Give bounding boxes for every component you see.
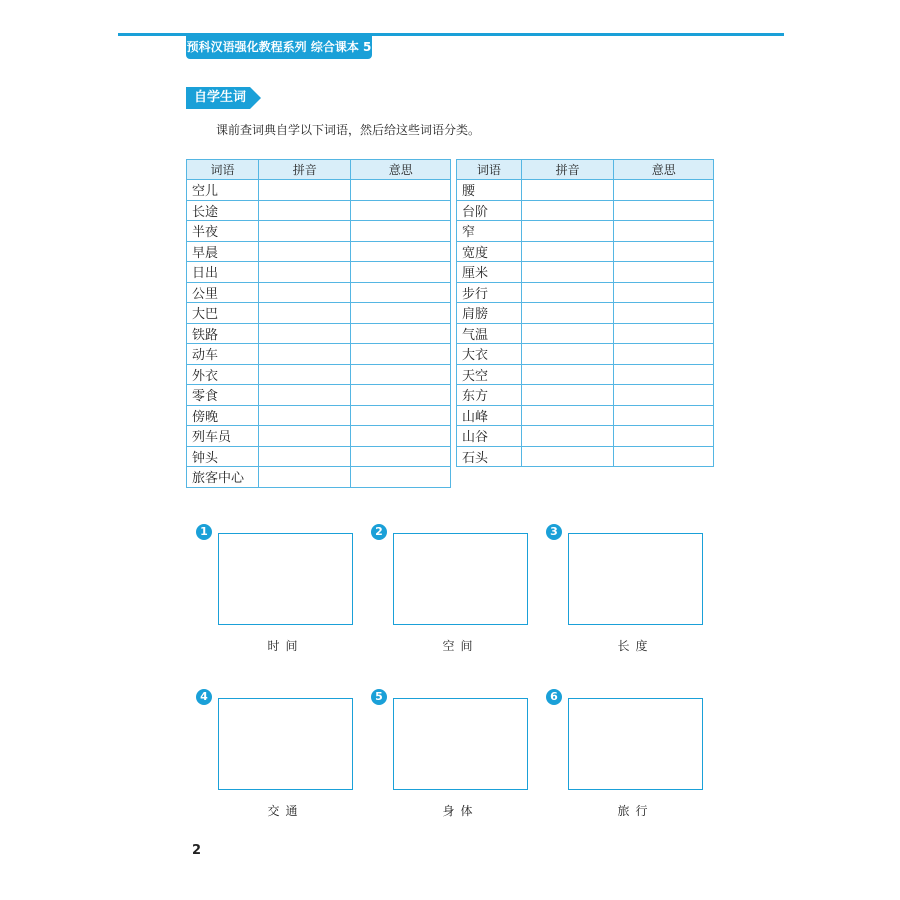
meaning-cell[interactable] — [614, 323, 714, 344]
table-row — [187, 303, 451, 324]
table-header-row — [187, 160, 451, 180]
pinyin-cell[interactable] — [521, 344, 614, 365]
vocab-word: 台阶 — [457, 200, 522, 221]
vocab-word: 山峰 — [457, 405, 522, 426]
table-row — [457, 303, 714, 324]
pinyin-cell[interactable] — [258, 303, 351, 324]
meaning-cell[interactable] — [614, 180, 714, 201]
vocab-word: 傍晚 — [187, 405, 259, 426]
meaning-cell[interactable] — [614, 303, 714, 324]
table-row — [457, 241, 714, 262]
meaning-cell[interactable] — [351, 282, 451, 303]
pinyin-cell[interactable] — [521, 200, 614, 221]
pinyin-cell[interactable] — [258, 282, 351, 303]
vocab-word: 列车员 — [187, 426, 259, 447]
pinyin-cell[interactable] — [258, 426, 351, 447]
category-label: 时间 — [267, 639, 304, 653]
category-answer-box[interactable] — [218, 698, 353, 790]
pinyin-cell[interactable] — [521, 303, 614, 324]
pinyin-cell[interactable] — [521, 426, 614, 447]
meaning-cell[interactable] — [614, 241, 714, 262]
column-header-meaning: 意思 — [351, 160, 451, 180]
pinyin-cell[interactable] — [258, 323, 351, 344]
pinyin-cell[interactable] — [258, 180, 351, 201]
pinyin-cell[interactable] — [258, 364, 351, 385]
pinyin-cell[interactable] — [521, 282, 614, 303]
pinyin-cell[interactable] — [258, 241, 351, 262]
table-row — [457, 200, 714, 221]
table-row — [187, 364, 451, 385]
pinyin-cell[interactable] — [258, 446, 351, 467]
category-number-badge: 5 — [371, 689, 387, 705]
vocab-word: 钟头 — [187, 446, 259, 467]
meaning-cell[interactable] — [351, 241, 451, 262]
pinyin-cell[interactable] — [521, 405, 614, 426]
vocab-word: 旅客中心 — [187, 467, 259, 488]
table-row — [457, 180, 714, 201]
category-3 — [546, 524, 721, 653]
table-row — [187, 262, 451, 283]
column-header-pinyin: 拼音 — [521, 160, 614, 180]
table-row — [457, 282, 714, 303]
pinyin-cell[interactable] — [521, 241, 614, 262]
table-row — [187, 405, 451, 426]
table-row — [187, 282, 451, 303]
table-row — [457, 323, 714, 344]
category-answer-box[interactable] — [568, 533, 703, 625]
meaning-cell[interactable] — [351, 405, 451, 426]
vocab-table-left — [186, 159, 451, 488]
vocab-word: 大巴 — [187, 303, 259, 324]
meaning-cell[interactable] — [351, 303, 451, 324]
vocab-word: 动车 — [187, 344, 259, 365]
pinyin-cell[interactable] — [521, 446, 614, 467]
category-label: 身体 — [442, 804, 479, 818]
table-row — [187, 385, 451, 406]
meaning-cell[interactable] — [351, 426, 451, 447]
column-header-pinyin: 拼音 — [258, 160, 351, 180]
pinyin-cell[interactable] — [258, 385, 351, 406]
table-row — [187, 241, 451, 262]
meaning-cell[interactable] — [614, 344, 714, 365]
category-label: 旅行 — [617, 804, 654, 818]
pinyin-cell[interactable] — [521, 364, 614, 385]
category-number-badge: 3 — [546, 524, 562, 540]
category-number-badge: 4 — [196, 689, 212, 705]
category-answer-box[interactable] — [393, 698, 528, 790]
category-number-badge: 6 — [546, 689, 562, 705]
table-row — [187, 344, 451, 365]
meaning-cell[interactable] — [351, 262, 451, 283]
category-6 — [546, 689, 721, 818]
table-row — [457, 405, 714, 426]
table-row — [457, 364, 714, 385]
category-answer-box[interactable] — [218, 533, 353, 625]
pinyin-cell[interactable] — [521, 180, 614, 201]
vocab-word: 肩膀 — [457, 303, 522, 324]
category-2 — [371, 524, 546, 653]
table-row — [457, 344, 714, 365]
vocab-word: 石头 — [457, 446, 522, 467]
meaning-cell[interactable] — [614, 385, 714, 406]
category-answer-box[interactable] — [568, 698, 703, 790]
series-title: 预科汉语强化教程系列 综合课本 5 — [186, 35, 372, 59]
pinyin-cell[interactable] — [258, 221, 351, 242]
meaning-cell[interactable] — [351, 344, 451, 365]
meaning-cell[interactable] — [614, 282, 714, 303]
table-row — [187, 180, 451, 201]
meaning-cell[interactable] — [351, 467, 451, 488]
vocab-word: 东方 — [457, 385, 522, 406]
column-header-word: 词语 — [187, 160, 259, 180]
vocab-word: 长途 — [187, 200, 259, 221]
meaning-cell[interactable] — [351, 364, 451, 385]
meaning-cell[interactable] — [614, 446, 714, 467]
meaning-cell[interactable] — [351, 200, 451, 221]
category-number-badge: 2 — [371, 524, 387, 540]
vocab-word: 日出 — [187, 262, 259, 283]
vocab-word: 大衣 — [457, 344, 522, 365]
vocab-word: 天空 — [457, 364, 522, 385]
vocab-word: 山谷 — [457, 426, 522, 447]
table-header-row — [457, 160, 714, 180]
meaning-cell[interactable] — [614, 262, 714, 283]
table-row — [457, 262, 714, 283]
vocab-word: 半夜 — [187, 221, 259, 242]
category-answer-box[interactable] — [393, 533, 528, 625]
meaning-cell[interactable] — [614, 426, 714, 447]
vocab-word: 空儿 — [187, 180, 259, 201]
meaning-cell[interactable] — [614, 405, 714, 426]
column-header-word: 词语 — [457, 160, 522, 180]
pinyin-cell[interactable] — [258, 200, 351, 221]
pinyin-cell[interactable] — [521, 385, 614, 406]
vocab-word: 公里 — [187, 282, 259, 303]
category-label: 交通 — [267, 804, 304, 818]
vocab-word: 腰 — [457, 180, 522, 201]
table-row — [187, 446, 451, 467]
table-row — [187, 200, 451, 221]
table-row — [457, 221, 714, 242]
meaning-cell[interactable] — [614, 200, 714, 221]
category-1 — [196, 524, 371, 653]
meaning-cell[interactable] — [614, 221, 714, 242]
pinyin-cell[interactable] — [521, 323, 614, 344]
section-title: 自学生词 — [186, 87, 250, 109]
pinyin-cell[interactable] — [521, 221, 614, 242]
vocab-word: 厘米 — [457, 262, 522, 283]
instruction-text: 课前查词典自学以下词语，然后给这些词语分类。 — [216, 123, 481, 137]
table-row — [187, 467, 451, 488]
vocab-word: 步行 — [457, 282, 522, 303]
pinyin-cell[interactable] — [258, 344, 351, 365]
vocab-word: 宽度 — [457, 241, 522, 262]
meaning-cell[interactable] — [351, 323, 451, 344]
table-row — [457, 426, 714, 447]
column-header-meaning: 意思 — [614, 160, 714, 180]
table-row — [187, 221, 451, 242]
meaning-cell[interactable] — [614, 364, 714, 385]
vocab-word: 外衣 — [187, 364, 259, 385]
table-row — [457, 446, 714, 467]
meaning-cell[interactable] — [351, 385, 451, 406]
vocab-word: 早晨 — [187, 241, 259, 262]
meaning-cell[interactable] — [351, 180, 451, 201]
category-number-badge: 1 — [196, 524, 212, 540]
page-number: 2 — [192, 843, 202, 858]
vocab-word: 窄 — [457, 221, 522, 242]
category-5 — [371, 689, 546, 818]
table-row — [187, 426, 451, 447]
vocab-word: 气温 — [457, 323, 522, 344]
pinyin-cell[interactable] — [258, 262, 351, 283]
pinyin-cell[interactable] — [258, 467, 351, 488]
table-row — [457, 385, 714, 406]
pinyin-cell[interactable] — [258, 405, 351, 426]
table-row — [187, 323, 451, 344]
category-label: 空间 — [442, 639, 479, 653]
category-4 — [196, 689, 371, 818]
vocab-table-right — [456, 159, 714, 467]
vocab-word: 零食 — [187, 385, 259, 406]
category-label: 长度 — [617, 639, 654, 653]
pinyin-cell[interactable] — [521, 262, 614, 283]
vocab-word: 铁路 — [187, 323, 259, 344]
meaning-cell[interactable] — [351, 221, 451, 242]
meaning-cell[interactable] — [351, 446, 451, 467]
